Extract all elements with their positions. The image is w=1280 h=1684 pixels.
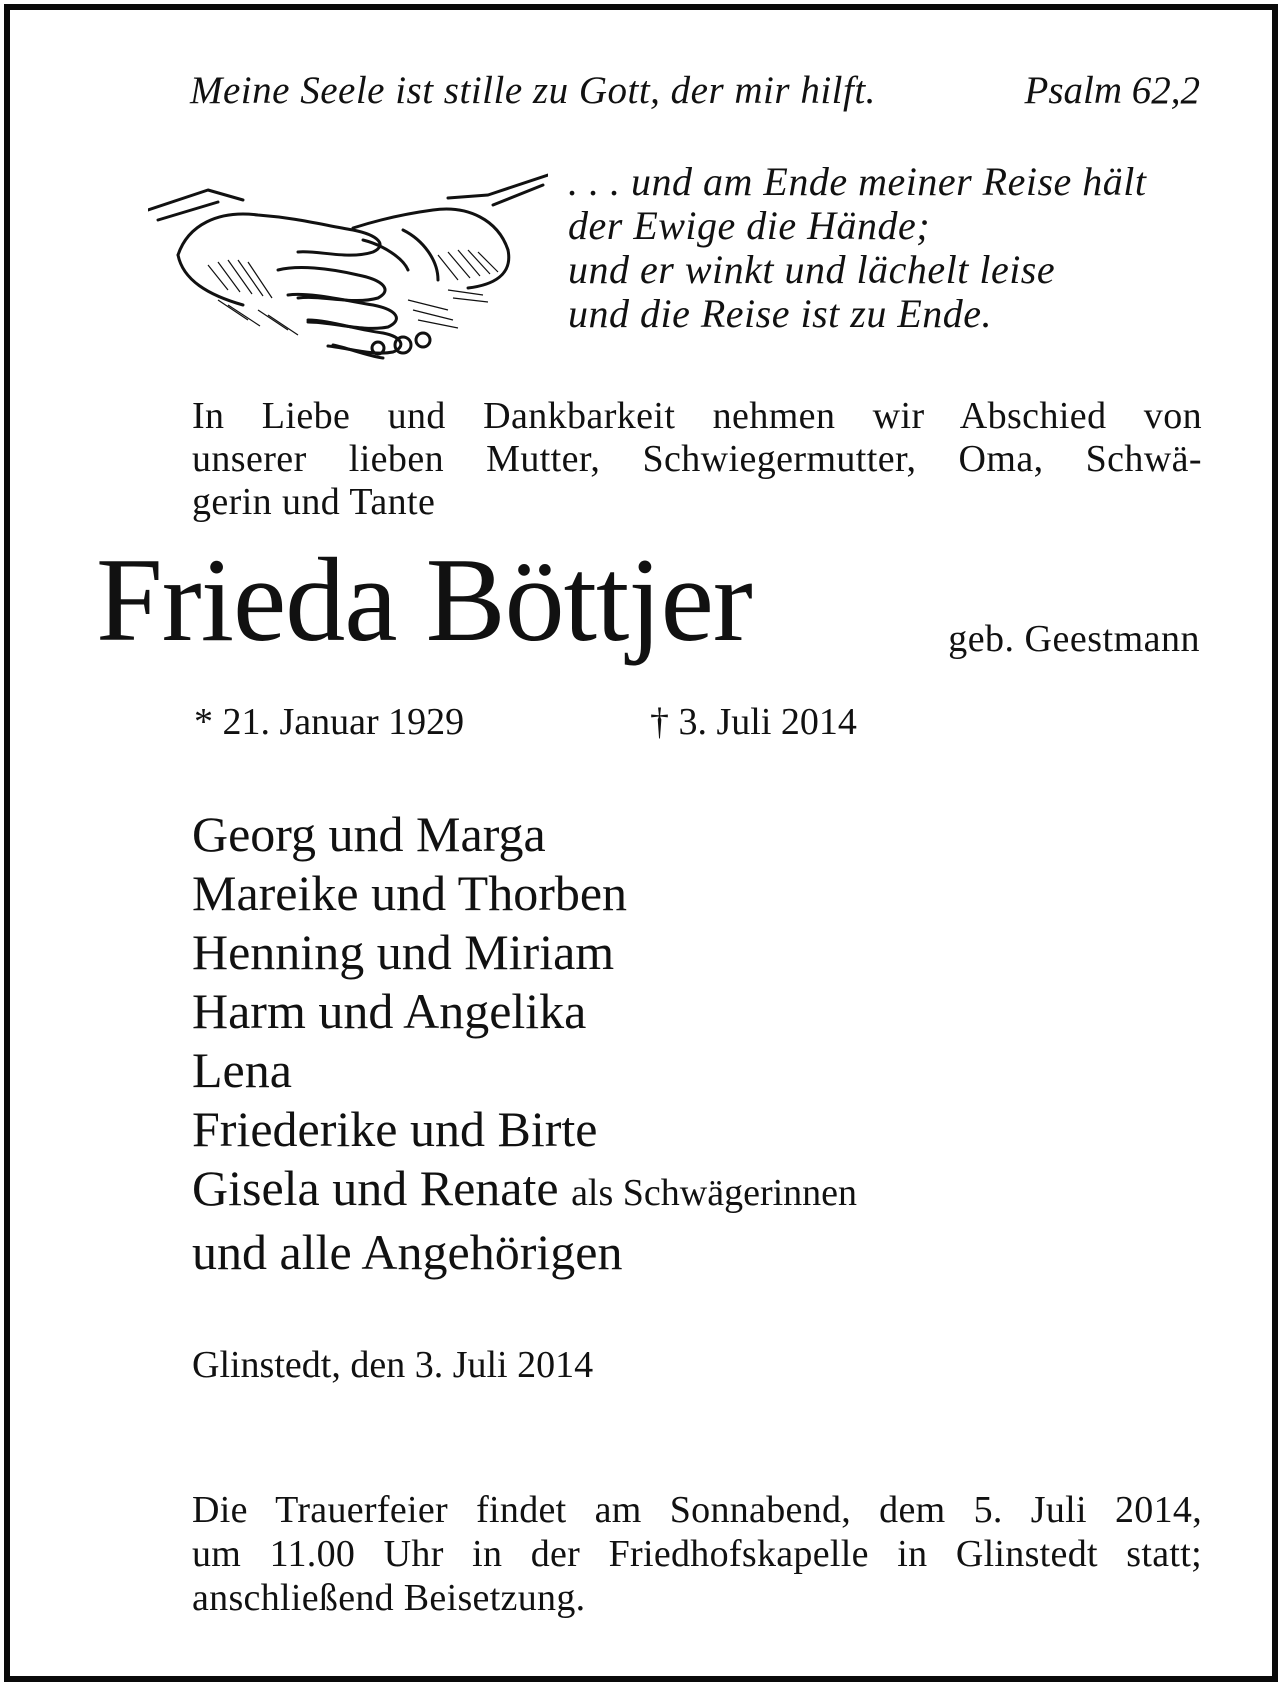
poem-line: . . . und am Ende meiner Reise hält [568,159,1147,204]
poem-line: und er winkt und lächelt leise [568,247,1056,292]
clasped-hands-icon [148,170,548,360]
mourner-names: Gisela und Renate [192,1160,559,1216]
farewell-intro [192,395,1202,524]
mourner-line: Mareike und Thorben [192,865,628,921]
intro-line: unserer lieben Mutter, Schwiegermutter, Oma, Schwä- [192,438,1202,480]
service-line: anschließend Beisetzung. [192,1577,586,1619]
service-line: um 11.00 Uhr in der Friedhofskapelle in Glinstedt statt; [192,1533,1202,1575]
birth-date: * 21. Januar 1929 [194,701,465,743]
poem-line: der Ewige die Hände; [568,203,931,248]
poem [568,160,1147,336]
service-notice [192,1488,1202,1620]
intro-line: gerin und Tante [192,481,436,523]
obituary-frame [4,4,1278,1682]
mourner-line: Georg und Marga [192,806,546,862]
relation-note: als Schwägerinnen [571,1172,858,1214]
mourner-line [192,1159,857,1223]
death-date: † 3. Juli 2014 [650,701,857,743]
mourner-line: Henning und Miriam [192,924,615,980]
deceased-name: Frieda Böttjer [96,533,752,666]
bible-reference: Psalm 62,2 [1024,69,1200,112]
poem-line: und die Reise ist zu Ende. [568,291,993,336]
mourner-line: und alle Angehörigen [192,1224,623,1280]
intro-line: In Liebe und Dankbarkeit nehmen wir Abschied von [192,395,1202,437]
mourner-line: Harm und Angelika [192,983,587,1039]
service-line: Die Trauerfeier findet am Sonnabend, dem 5. Juli 2014, [192,1489,1202,1531]
maiden-name: geb. Geestmann [948,618,1200,660]
mourners-list [192,805,857,1282]
mourner-line: Lena [192,1042,292,1098]
mourner-line: Friederike und Birte [192,1101,598,1157]
place-and-date: Glinstedt, den 3. Juli 2014 [192,1344,594,1386]
bible-quote: Meine Seele ist stille zu Gott, der mir hilft. [190,69,876,112]
